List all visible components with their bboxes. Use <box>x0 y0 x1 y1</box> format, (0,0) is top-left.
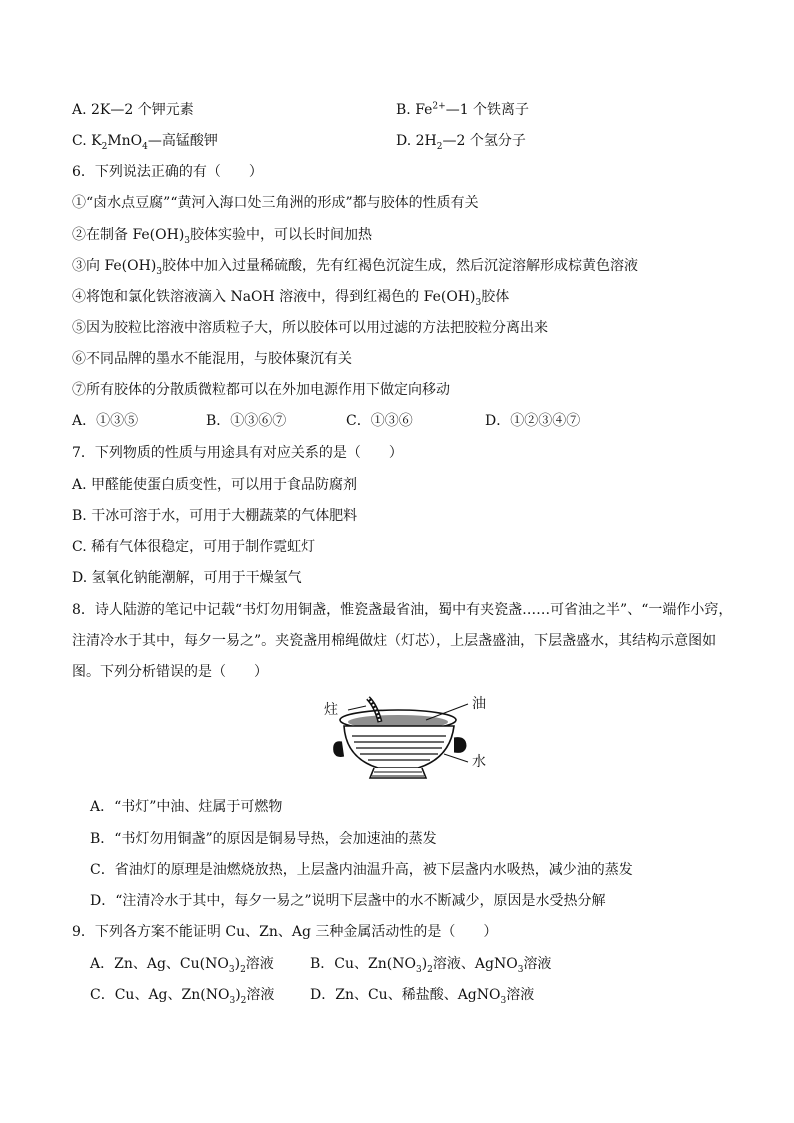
q6-option-b: B．①③⑥⑦ <box>206 413 287 429</box>
right-handle <box>454 738 466 753</box>
q8-stem-line-2: 注清冷水于其中，每夕一易之”。夹瓷盏用棉绳做炷（灯芯），上层盏盛油，下层盏盛水，其结构示意图如 <box>72 633 717 649</box>
q8-option-d: D．“注清冷水于其中，每夕一易之”说明下层盏中的水不断减少，原因是水受热分解 <box>90 893 606 909</box>
q7-option-b: B. 干冰可溶于水，可用于大棚蔬菜的气体肥料 <box>72 508 358 524</box>
left-handle <box>334 742 344 757</box>
q5-option-c: C. $K_2MnO_4—$高锰酸钾 <box>72 133 218 152</box>
q6-statement-4: ④将饱和氯化铁溶液滴入 NaOH 溶液中，得到红褐色的 $Fe(OH)_3$胶体 <box>72 289 510 308</box>
oil-label: 油 <box>472 696 486 712</box>
q7-option-d: D. 氢氧化钠能潮解，可用于干燥氢气 <box>72 570 302 586</box>
q8-option-c: C．省油灯的原理是油燃烧放热，上层盏内油温升高，被下层盏内水吸热，减少油的蒸发 <box>90 862 633 878</box>
q9-option-a: A．Zn、Ag、$Cu(NO_3)_2$溶液 <box>90 956 274 975</box>
q6-statement-6: ⑥不同品牌的墨水不能混用，与胶体聚沉有关 <box>72 351 352 367</box>
q6-option-d: D．①②③④⑦ <box>485 413 581 429</box>
q9-option-d: D．Zn、Cu、稀盐酸、AgNO$_3$溶液 <box>310 987 535 1006</box>
q8-stem-line-1: 8．诗人陆游的笔记中记载“书灯勿用铜盏，惟瓷盏最省油，蜀中有夹瓷盏……可省油之半”、“一端作小窍， <box>72 602 733 618</box>
q6-statement-7: ⑦所有胶体的分散质微粒都可以在外加电源作用下做定向移动 <box>72 382 450 398</box>
q7-option-a: A. 甲醛能使蛋白质变性，可以用于食品防腐剂 <box>72 477 358 493</box>
wick-label: 炷 <box>324 702 338 718</box>
water-label: 水 <box>472 754 486 770</box>
q8-stem-line-3: 图。下列分析错误的是（ ） <box>72 664 268 680</box>
wick-leader <box>348 706 366 710</box>
oil-lamp-diagram <box>318 692 518 782</box>
water-leader <box>444 754 468 762</box>
q7-option-c: C. 稀有气体很稳定，可用于制作霓虹灯 <box>72 539 316 555</box>
q8-option-b: B．“书灯勿用铜盏”的原因是铜易导热，会加速油的蒸发 <box>90 831 437 847</box>
q6-option-c: C．①③⑥ <box>346 413 413 429</box>
q6-option-a: A．①③⑤ <box>72 413 139 429</box>
q6-statement-2: ②在制备 $Fe(OH)_3$胶体实验中，可以长时间加热 <box>72 227 373 246</box>
q5-option-a: A. 2K—2 个钾元素 <box>72 102 194 118</box>
q7-stem: 7．下列物质的性质与用途具有对应关系的是（ ） <box>72 445 403 461</box>
q5-option-b: B. $Fe^{2+}—1$ 个铁离子 <box>396 101 530 118</box>
q6-statement-1: ①“卤水点豆腐”“黄河入海口处三角洲的形成”都与胶体的性质有关 <box>72 195 479 211</box>
q9-option-b: B．Cu、$Zn(NO_3)_2$溶液、AgNO$_3$溶液 <box>310 956 552 975</box>
oil-lamp-figure <box>318 692 518 782</box>
q8-option-a: A．“书灯”中油、炷属于可燃物 <box>90 799 283 815</box>
q9-stem: 9．下列各方案不能证明 Cu、Zn、Ag 三种金属活动性的是（ ） <box>72 924 498 940</box>
q6-statement-5: ⑤因为胶粒比溶液中溶质粒子大，所以胶体可以用过滤的方法把胶粒分离出来 <box>72 320 548 336</box>
q6-stem: 6．下列说法正确的有（ ） <box>72 164 263 180</box>
lower-bowl <box>344 726 454 768</box>
q9-option-c: C．Cu、Ag、$Zn(NO_3)_2$溶液 <box>90 987 275 1006</box>
q5-option-d: D. $2H_2—2$ 个氢分子 <box>396 133 526 152</box>
q6-statement-3: ③向 $Fe(OH)_3$胶体中加入过量稀硫酸，先有红褐色沉淀生成，然后沉淀溶解形成棕黄色溶液 <box>72 258 639 277</box>
